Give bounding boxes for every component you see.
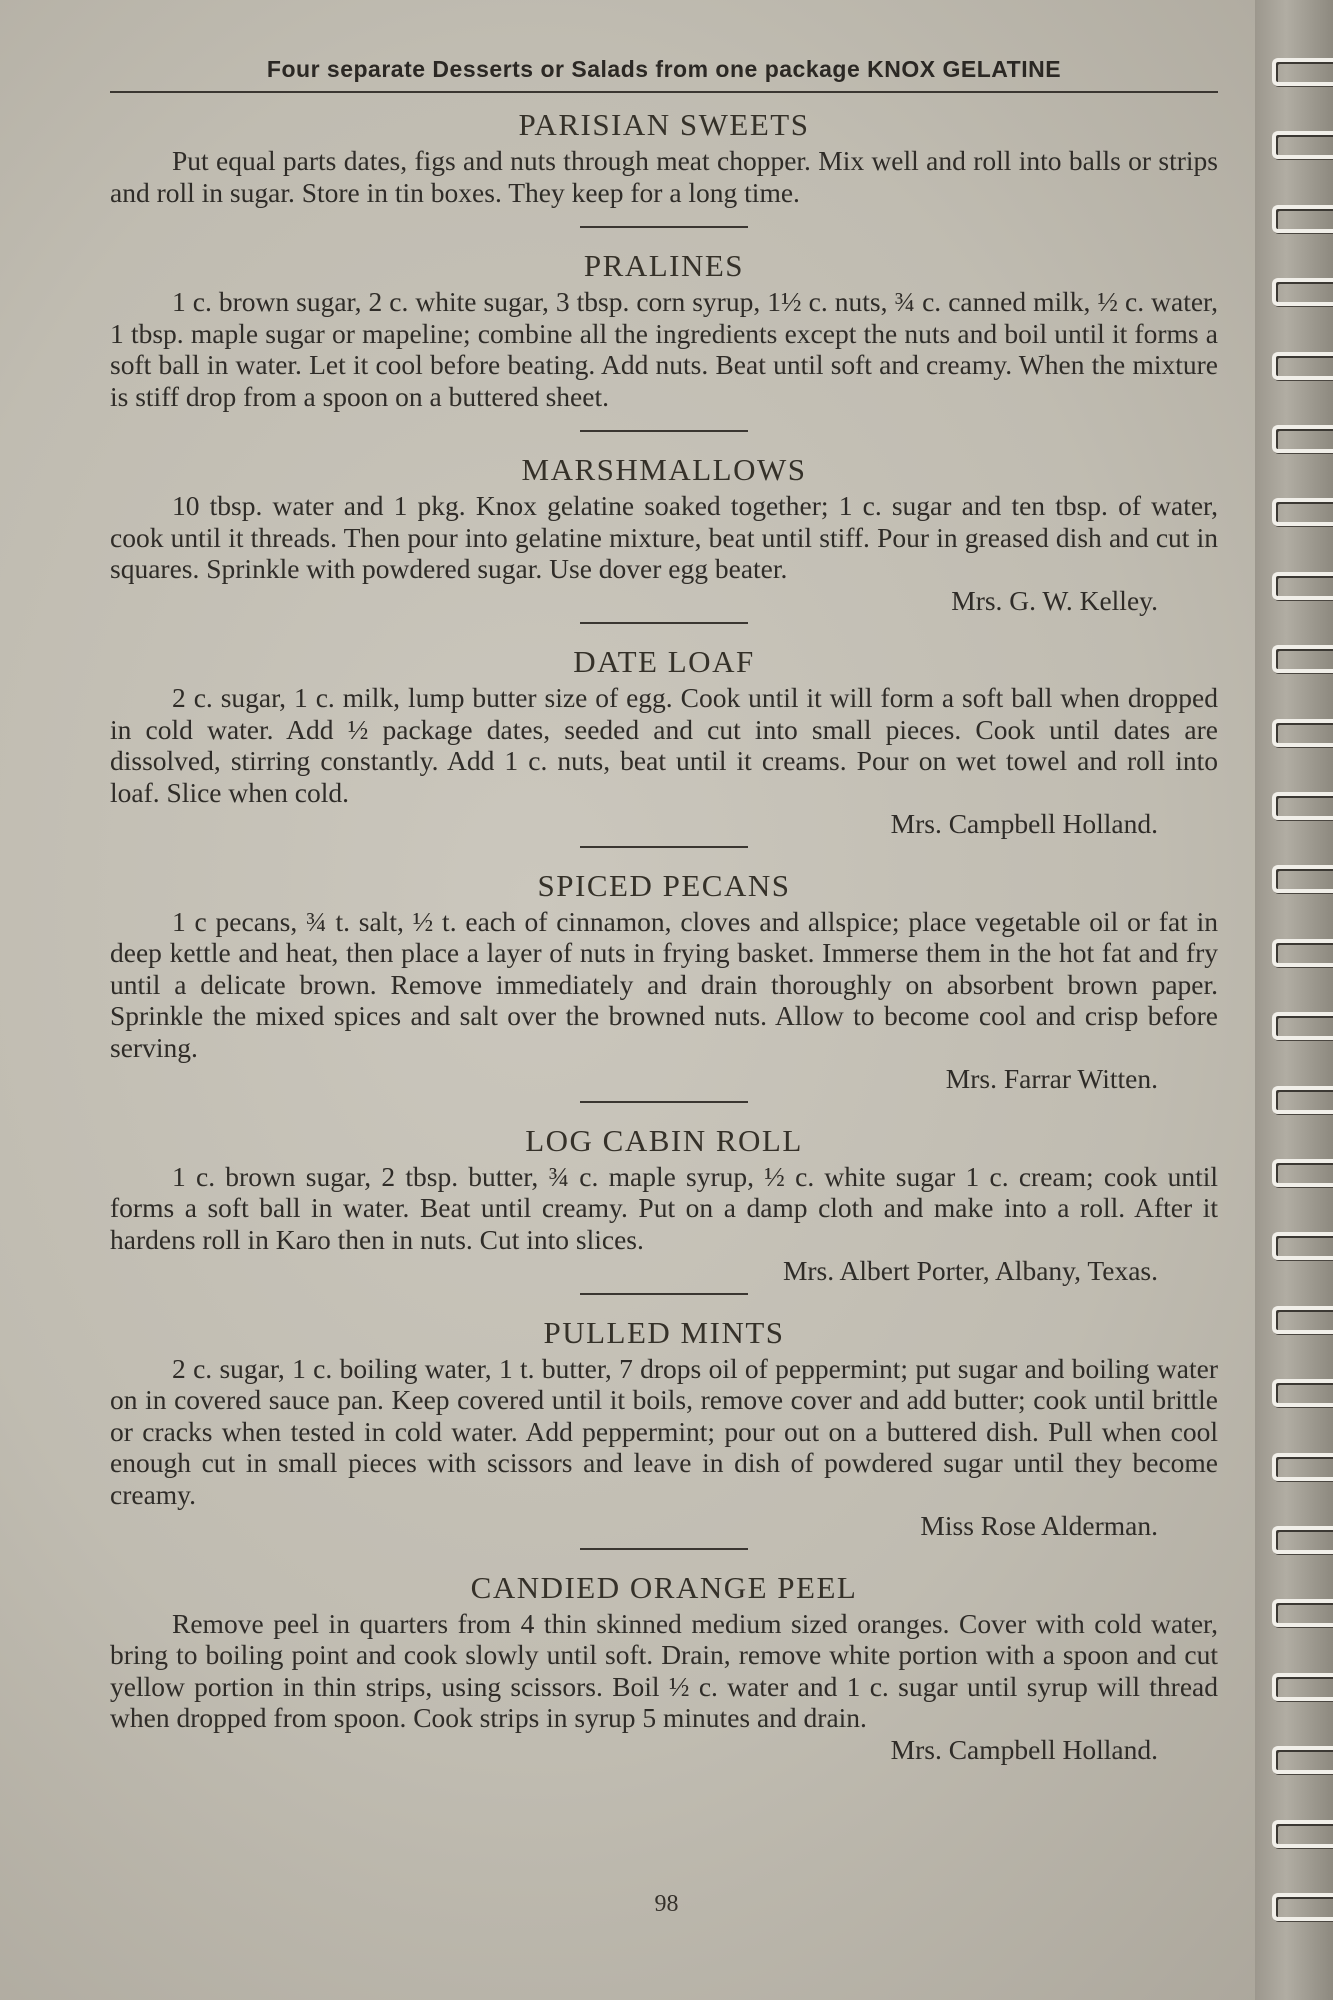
recipe-signature: Mrs. Campbell Holland. bbox=[890, 808, 1158, 839]
recipe-pulled-mints bbox=[110, 1315, 1218, 1542]
recipe-title: CANDIED ORANGE PEEL bbox=[470, 1569, 858, 1605]
binding-ring bbox=[1272, 278, 1333, 306]
recipe-title: DATE LOAF bbox=[573, 644, 755, 679]
recipe-pralines bbox=[110, 248, 1218, 412]
binding-ring bbox=[1272, 865, 1333, 893]
page-content bbox=[110, 56, 1218, 1765]
recipe-body bbox=[110, 682, 1218, 840]
section-divider bbox=[580, 226, 748, 228]
binding-ring bbox=[1272, 719, 1333, 747]
recipe-text: 10 tbsp. water and 1 pkg. Knox gelatine soaked together; 1 c. sugar and ten tbsp. of water, cook until it threads. Then pour into gelatine mixture, beat until stiff. Pour in greased dish and cut in squares. Sprinkle with powdered sugar. Use dover egg beater. bbox=[110, 490, 1218, 584]
section-divider bbox=[580, 1293, 748, 1295]
recipe-body bbox=[110, 906, 1218, 1095]
binding-ring bbox=[1272, 205, 1333, 233]
recipe-body: 1 c. brown sugar, 2 c. white sugar, 3 tbsp. corn syrup, 1½ c. nuts, ¾ c. canned milk, ½ c. water, 1 tbsp. maple sugar or mapeline; combine all the ingredients except the nuts and boil until it forms a soft ball in water. Let it cool before beating. Add nuts. Beat until soft and creamy. When the mixture is stiff drop from a spoon on a buttered sheet. bbox=[110, 286, 1218, 412]
binding-ring bbox=[1272, 1012, 1333, 1040]
binding-ring bbox=[1272, 939, 1333, 967]
binding-ring bbox=[1272, 1306, 1333, 1334]
binding-ring bbox=[1272, 1820, 1333, 1848]
recipe-parisian-sweets bbox=[110, 107, 1218, 208]
recipe-text: 1 c. brown sugar, 2 tbsp. butter, ¾ c. maple syrup, ½ c. white sugar 1 c. cream; cook until forms a soft ball in water. Beat until creamy. Put on a damp cloth and make into a roll. After it hardens roll in Karo then in nuts. Cut into slices. bbox=[110, 1160, 1218, 1255]
binding-ring bbox=[1272, 131, 1333, 159]
recipe-signature: Miss Rose Alderman. bbox=[920, 1510, 1158, 1541]
binding-ring bbox=[1272, 1159, 1333, 1187]
binding-ring bbox=[1272, 792, 1333, 820]
binding-ring bbox=[1272, 1379, 1333, 1407]
section-divider bbox=[580, 1548, 748, 1550]
section-divider bbox=[580, 1101, 748, 1103]
binding-ring bbox=[1272, 1893, 1333, 1921]
binding-ring bbox=[1272, 1599, 1333, 1627]
binding-ring bbox=[1272, 352, 1333, 380]
binding-ring bbox=[1272, 1746, 1333, 1774]
recipe-body: Put equal parts dates, figs and nuts through meat chopper. Mix well and roll into balls or strips and roll in sugar. Store in tin boxes. They keep for a long time. bbox=[110, 145, 1218, 208]
recipe-body bbox=[110, 490, 1218, 616]
recipe-body bbox=[110, 1161, 1218, 1287]
recipe-text: Remove peel in quarters from 4 thin skinned medium sized oranges. Cover with cold water, bring to boiling point and cook slowly until soft. Drain, remove white portion with a spoon and cut yellow portion in thin strips, using scissors. Boil ½ c. water and 1 c. sugar until syrup will thread when dropped from spoon. Cook strips in syrup 5 minutes and drain. bbox=[110, 1607, 1218, 1733]
recipe-title: LOG CABIN ROLL bbox=[525, 1122, 803, 1158]
binding-ring bbox=[1272, 1526, 1333, 1554]
binding-ring bbox=[1272, 645, 1333, 673]
binding-ring bbox=[1272, 572, 1333, 600]
recipe-signature: Mrs. Albert Porter, Albany, Texas. bbox=[782, 1255, 1158, 1286]
recipe-signature: Mrs. Farrar Witten. bbox=[945, 1063, 1158, 1094]
recipe-date-loaf bbox=[110, 644, 1218, 840]
binding-ring bbox=[1272, 58, 1333, 86]
binding-ring bbox=[1272, 1453, 1333, 1481]
recipe-text: 1 c pecans, ¾ t. salt, ½ t. each of cinnamon, cloves and allspice; place vegetable oil or fat in deep kettle and heat, then place a layer of nuts in frying basket. Immerse them in the hot fat and fry until a delicate brown. Remove immediately and drain thoroughly on absorbent brown paper. Sprinkle the mixed spices and salt over the browned nuts. Allow to become cool and crisp before serving. bbox=[110, 905, 1218, 1063]
recipe-title: SPICED PECANS bbox=[537, 867, 791, 903]
section-divider bbox=[580, 430, 748, 432]
recipe-text: 2 c. sugar, 1 c. boiling water, 1 t. butter, 7 drops oil of peppermint; put sugar and boiling water on in covered sauce pan. Keep covered until it boils, remove cover and add butter; cook until brittle or cracks when tested in cold water. Add peppermint; pour out on a buttered dish. Pull when cool enough cut in small pieces with scissors and leave in dish of powdered sugar until they become creamy. bbox=[110, 1352, 1218, 1510]
running-header: Four separate Desserts or Salads from one package KNOX GELATINE bbox=[110, 56, 1218, 93]
recipe-candied-orange-peel bbox=[110, 1570, 1218, 1766]
section-divider bbox=[580, 622, 748, 624]
recipe-body bbox=[110, 1608, 1218, 1766]
recipe-marshmallows bbox=[110, 452, 1218, 616]
recipe-title: PULLED MINTS bbox=[543, 1314, 785, 1350]
recipe-title: MARSHMALLOWS bbox=[521, 452, 807, 487]
recipe-title: PRALINES bbox=[583, 248, 745, 283]
binding-ring bbox=[1272, 425, 1333, 453]
recipe-log-cabin-roll bbox=[110, 1123, 1218, 1287]
recipe-title: PARISIAN SWEETS bbox=[518, 107, 810, 142]
binding-ring bbox=[1272, 1232, 1333, 1260]
binding-ring bbox=[1272, 1673, 1333, 1701]
binding-ring bbox=[1272, 498, 1333, 526]
recipe-signature: Mrs. G. W. Kelley. bbox=[951, 584, 1158, 616]
recipe-signature: Mrs. Campbell Holland. bbox=[890, 1733, 1158, 1765]
page-number: 98 bbox=[654, 1891, 679, 1917]
recipe-body bbox=[110, 1353, 1218, 1542]
recipe-spiced-pecans bbox=[110, 868, 1218, 1095]
binding-ring bbox=[1272, 1086, 1333, 1114]
section-divider bbox=[580, 846, 748, 848]
recipe-text: 2 c. sugar, 1 c. milk, lump butter size of egg. Cook until it will form a soft ball when dropped in cold water. Add ½ package dates, seeded and cut into small pieces. Cook until dates are dissolved, stirring constantly. Add 1 c. nuts, beat until it creams. Pour on wet towel and roll into loaf. Slice when cold. bbox=[110, 682, 1218, 808]
